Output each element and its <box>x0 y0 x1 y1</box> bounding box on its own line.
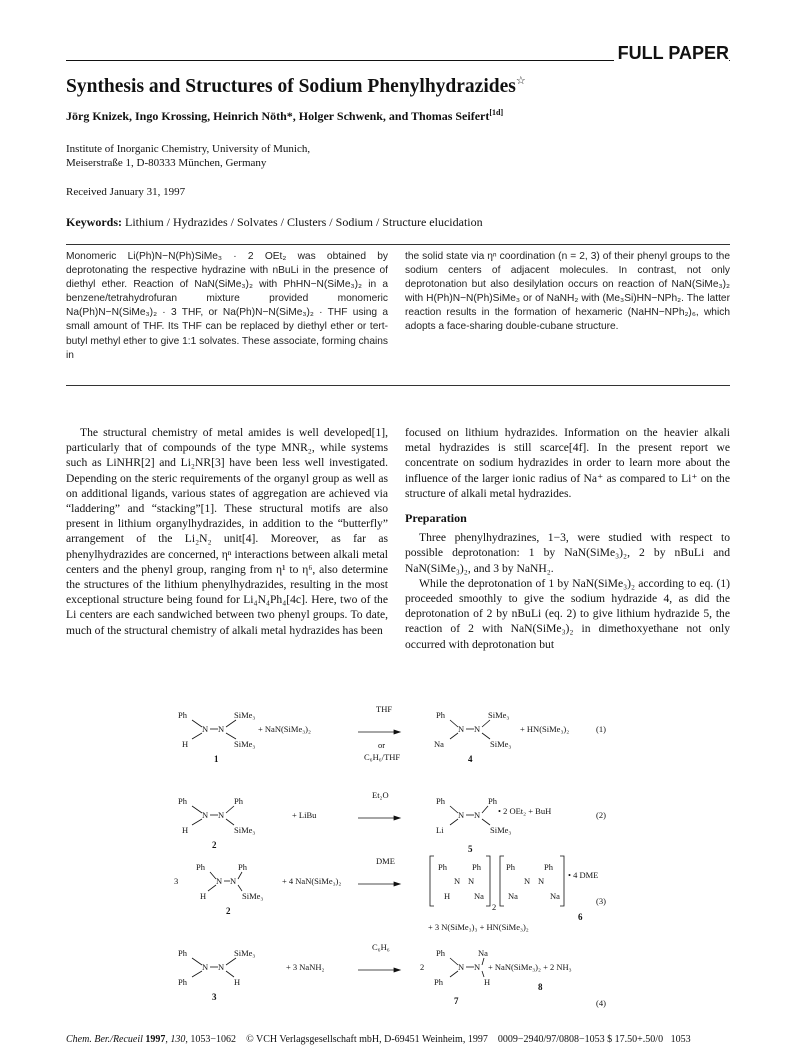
abstract-right <box>405 250 730 335</box>
eq2-reagent: + LiBu <box>292 810 317 820</box>
abstract-bottom-rule <box>66 385 730 386</box>
svg-text:N: N <box>454 876 461 886</box>
body-paragraph: The structural chemistry of metal amides is well developed[1], particularly that of compounds of the type MNR₂, while systems such as LiNHR[2] and Li₂NR[3] have been less well investigated. Depending on the steric requirements of the organyl group as well as on additional ligands, various states of aggregation are achieved via “laddering” and “stacking”[1]. These structural motifs are also present in lithium organylhydrazides, in addition to the “butterfly” arrangement of the Li₂N₂ unit[4]. Moreover, as far as phenylhydrazides are concerned, ηⁿ interactions between alkali metal centers and the phenyl group, ranging from η¹ to η⁶, also determine the structures of the lithium phenylhydrazides, resulting in the most exceptional structure being found for Li₄N₄Ph₄[4c]. Here, two of the Li centers are each sandwiched between two phenyl groups. To date, much of the structural chemistry of alkali metal hydrazides has been <box>66 426 388 637</box>
svg-text:Ph: Ph <box>436 710 445 720</box>
journal-name: Chem. Ber./Recueil <box>66 1034 143 1045</box>
compound-2-label: 2 <box>212 840 217 850</box>
svg-text:H: H <box>234 977 241 987</box>
eq4-reagent: + 3 NaNH₂ <box>286 962 325 972</box>
section-label: FULL PAPER <box>614 44 729 62</box>
abstract-left <box>66 250 388 363</box>
svg-text:N: N <box>538 876 545 886</box>
abstract-right-text: the solid state via ηⁿ coordination (n = 2, 3) of their phenyl groups to the sodium centers of adjacent molecules. In contrast, not only deprotonation but also desilylation occurs on reaction of NaN(SiMe₃)₂ with H(Ph)N−N(Ph)SiMe₃ or of NaNH₂ with (Me₃Si)HN−NPh₂. The latter reaction results in the formation of hexameric (NaHN−NPh₂)₆, which adopts a face-sharing double-cubane structure. <box>405 251 730 333</box>
eq3-side-products: + 3 N(SiMe₃)₃ + HN(SiMe₃)₂ <box>428 922 529 932</box>
eq4-number: (4) <box>596 998 606 1008</box>
svg-text:Ph: Ph <box>178 977 187 987</box>
section-heading: Preparation <box>405 511 467 526</box>
svg-text:Li: Li <box>436 825 444 835</box>
svg-text:N: N <box>468 876 475 886</box>
svg-text:Ph: Ph <box>178 710 187 720</box>
keywords-list: Lithium / Hydrazides / Solvates / Clusters / Sodium / Structure elucidation <box>125 215 483 229</box>
eq4-coefficient: 2 <box>420 962 425 972</box>
svg-text:Na: Na <box>508 891 518 901</box>
issn-code: 0009−2940/97/0808−1053 $ 17.50+.50/0 <box>497 1034 664 1045</box>
svg-text:Ph: Ph <box>178 796 187 806</box>
svg-text:N: N <box>218 810 225 820</box>
compound-4-label: 4 <box>468 754 473 764</box>
svg-text:Ph: Ph <box>488 796 497 806</box>
eq1-solvent: C₆H₆/THF <box>364 752 401 762</box>
eq1-or: or <box>378 740 386 750</box>
svg-text:N: N <box>458 810 465 820</box>
svg-text:N: N <box>524 876 531 886</box>
svg-text:Ph: Ph <box>434 977 443 987</box>
author-list <box>66 108 503 124</box>
compound-3-label: 3 <box>212 992 217 1002</box>
keywords <box>66 215 483 230</box>
svg-text:SiMe₃: SiMe₃ <box>490 825 512 835</box>
svg-text:Na: Na <box>474 891 484 901</box>
svg-text:H: H <box>182 825 189 835</box>
svg-text:Ph: Ph <box>196 862 205 872</box>
body-paragraph: focused on lithium hydrazides. Information on the heavier alkali metal hydrazides is still scarce[4f]. In the present report we concentrate on sodium hydrazides in order to learn more about the influence of the larger ionic radius of Na⁺ as compared to Li⁺ on the structure of alkali metal hydrazides. <box>405 426 730 500</box>
svg-text:N: N <box>474 724 481 734</box>
svg-text:SiMe₃: SiMe₃ <box>234 710 256 720</box>
affiliation <box>66 142 310 170</box>
svg-text:N: N <box>474 962 481 972</box>
eq3-condition: DME <box>376 856 395 866</box>
abstract-top-rule <box>66 244 730 245</box>
compound-2-label: 2 <box>226 906 231 916</box>
svg-text:SiMe₃: SiMe₃ <box>234 948 256 958</box>
journal-pages: , 1053−1062 <box>185 1034 237 1045</box>
svg-text:SiMe₃: SiMe₃ <box>242 891 264 901</box>
eq2-number: (2) <box>596 810 606 820</box>
svg-text:Ph: Ph <box>436 796 445 806</box>
svg-text:SiMe₃: SiMe₃ <box>490 739 512 749</box>
eq1-number: (1) <box>596 724 606 734</box>
eq4-byproduct: + NaN(SiMe₃)₂ + 2 NH₃ <box>488 962 572 972</box>
eq1-reagent: + NaN(SiMe₃)₂ <box>258 724 311 734</box>
eq3-coefficient: 3 <box>174 876 179 886</box>
compound-6-label: 6 <box>578 912 583 922</box>
svg-text:Ph: Ph <box>436 948 445 958</box>
eq3-subscript: 2 <box>492 902 497 912</box>
page-number: 1053 <box>670 1034 691 1045</box>
author-ref: [1d] <box>489 108 504 117</box>
svg-text:N: N <box>216 876 223 886</box>
equation-3 <box>174 856 606 932</box>
equation-1 <box>178 704 606 764</box>
svg-text:N: N <box>230 876 237 886</box>
svg-text:Na: Na <box>550 891 560 901</box>
svg-text:Ph: Ph <box>234 796 243 806</box>
body-paragraph: While the deprotonation of 1 by NaN(SiMe₃)₂ according to eq. (1) proceeded smoothly to give the sodium hydrazide 4, as did the deprotonation of 2 by nBuLi (eq. 2) to give lithium hydrazide 5, the reaction of 2 with NaN(SiMe₃)₂ in dimethoxyethane not only occurred with deprotonation but <box>405 576 730 651</box>
svg-text:Ph: Ph <box>472 862 481 872</box>
svg-text:H: H <box>182 739 189 749</box>
body-paragraph: Three phenylhydrazines, 1−3, were studied with respect to possible deprotonation: 1 by NaN(SiMe₃)₂, 2 by nBuLi and NaN(SiMe₃)₂, and 3 by NaNH₂. <box>405 531 730 575</box>
eq1-byproduct: + HN(SiMe₃)₂ <box>520 724 570 734</box>
publisher-notice: © VCH Verlagsgesellschaft mbH, D-69451 Weinheim, 1997 <box>246 1034 488 1045</box>
svg-text:N: N <box>202 724 209 734</box>
svg-text:Na: Na <box>434 739 444 749</box>
svg-text:N: N <box>218 962 225 972</box>
svg-text:Ph: Ph <box>506 862 515 872</box>
svg-text:H: H <box>444 891 451 901</box>
abstract-left-text: Monomeric Li(Ph)N−N(Ph)SiMe₃ · 2 OEt₂ was obtained by deprotonating the respective hydrazine with nBuLi in the presence of diethyl ether. Reaction of NaN(SiMe₃)₂ with PhHN−N(SiMe₃)₂ in a benzene/tetrahydrofuran mixture provided monomeric Na(Ph)N−N(SiMe₃)₂ · 3 THF, or Na(Ph)N−N(SiMe₃)₂ · THF using a small amount of THF. Its THF can be replaced by diethyl ether or tert-butyl methyl ether to give 1:1 solvates. These associate, forming chains in <box>66 251 389 361</box>
affiliation-line-2: Meiserstraße 1, D-80333 München, Germany <box>66 157 267 169</box>
page-footer: Chem. Ber./Recueil 1997, 130, 1053−1062 © VCH Verlagsgesellschaft mbH, D-69451 Weinheim, 1997 0009−2940/97/0808−1053 $ 17.50+.50/0 1053 <box>66 1034 691 1045</box>
svg-text:N: N <box>474 810 481 820</box>
article-title <box>66 76 526 98</box>
compound-8-label: 8 <box>538 982 543 992</box>
eq3-byproduct: • 4 DME <box>568 870 599 880</box>
eq4-condition: C₆H₆ <box>372 942 390 952</box>
compound-1-label: 1 <box>214 754 219 764</box>
svg-text:Ph: Ph <box>544 862 553 872</box>
svg-text:SiMe₃: SiMe₃ <box>234 739 256 749</box>
svg-text:N: N <box>458 724 465 734</box>
svg-text:N: N <box>458 962 465 972</box>
svg-text:Ph: Ph <box>238 862 247 872</box>
eq3-number: (3) <box>596 896 606 906</box>
journal-volume: 130 <box>170 1034 186 1045</box>
compound-5-label: 5 <box>468 844 473 854</box>
keywords-label: Keywords: <box>66 215 122 229</box>
svg-text:SiMe₃: SiMe₃ <box>234 825 256 835</box>
svg-text:N: N <box>218 724 225 734</box>
title-text: Synthesis and Structures of Sodium Phenylhydrazides <box>66 76 516 97</box>
body-left-column <box>66 425 388 638</box>
eq2-condition: Et₂O <box>372 790 389 800</box>
reaction-scheme <box>168 702 618 1022</box>
svg-text:Na: Na <box>478 948 488 958</box>
authors-text: Jörg Knizek, Ingo Krossing, Heinrich Nöth*, Holger Schwenk, and Thomas Seifert <box>66 109 490 123</box>
received-date: Received January 31, 1997 <box>66 186 186 198</box>
svg-text:Ph: Ph <box>438 862 447 872</box>
body-right-column <box>405 425 730 652</box>
equation-2 <box>178 790 606 854</box>
svg-text:N: N <box>202 810 209 820</box>
eq2-byproduct: • 2 OEt₂ + BuH <box>498 806 552 816</box>
svg-text:H: H <box>200 891 207 901</box>
eq3-reagent: + 4 NaN(SiMe₃)₂ <box>282 876 342 886</box>
svg-text:H: H <box>484 977 491 987</box>
affiliation-line-1: Institute of Inorganic Chemistry, University of Munich, <box>66 143 311 155</box>
compound-7-label: 7 <box>454 996 459 1006</box>
journal-year: 1997 <box>145 1034 166 1045</box>
svg-text:Ph: Ph <box>178 948 187 958</box>
equation-4 <box>178 942 606 1008</box>
svg-text:SiMe₃: SiMe₃ <box>488 710 510 720</box>
title-star-icon: ☆ <box>515 75 526 87</box>
eq1-condition: THF <box>376 704 393 714</box>
svg-text:N: N <box>202 962 209 972</box>
